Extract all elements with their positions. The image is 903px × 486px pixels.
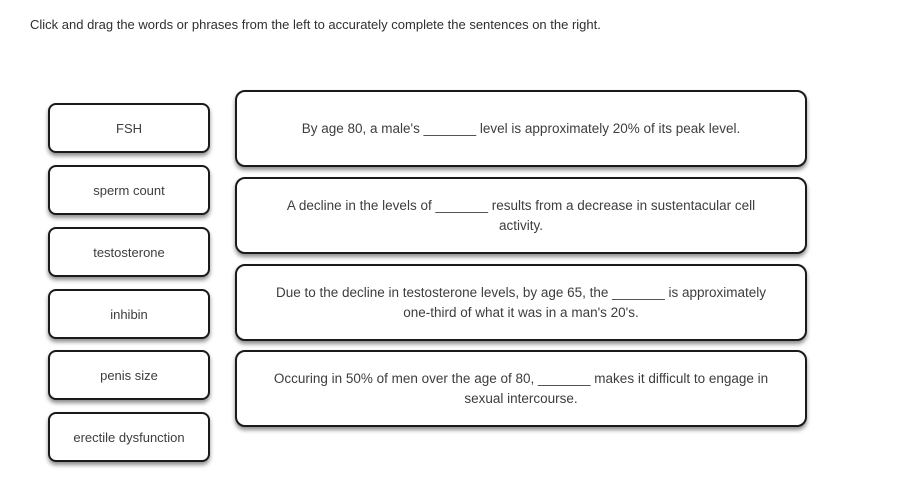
word-tile-fsh[interactable] <box>48 103 210 153</box>
sentence-text: Occuring in 50% of men over the age of 80, _______ makes it difficult to engage in sexual intercourse. <box>273 370 769 406</box>
sentence-dropzone-4[interactable] <box>235 350 807 427</box>
sentence-dropzone-1[interactable] <box>235 90 807 167</box>
sentence-text: Due to the decline in testosterone levels, by age 65, the _______ is approximately one-third of what it was in a man's 20's. <box>275 284 767 320</box>
word-tile-penis-size[interactable] <box>48 350 210 400</box>
word-tile-label: sperm count <box>93 182 165 198</box>
sentence-text: A decline in the levels of _______ results from a decrease in sustentacular cell activity. <box>286 197 756 233</box>
word-tile-label: testosterone <box>93 244 165 260</box>
word-tile-label: penis size <box>100 367 158 383</box>
word-tile-sperm-count[interactable] <box>48 165 210 215</box>
word-tile-testosterone[interactable] <box>48 227 210 277</box>
word-tile-inhibin[interactable] <box>48 289 210 339</box>
instruction-text: Click and drag the words or phrases from the left to accurately complete the sentences on the right. <box>30 17 601 32</box>
word-tile-label: FSH <box>116 120 142 136</box>
word-tile-erectile-dysfunction[interactable] <box>48 412 210 462</box>
sentence-dropzone-2[interactable] <box>235 177 807 254</box>
sentence-text: By age 80, a male's _______ level is approximately 20% of its peak level. <box>301 120 741 136</box>
word-tile-label: erectile dysfunction <box>73 429 185 445</box>
sentence-dropzone-3[interactable] <box>235 264 807 341</box>
word-tile-label: inhibin <box>110 306 148 322</box>
